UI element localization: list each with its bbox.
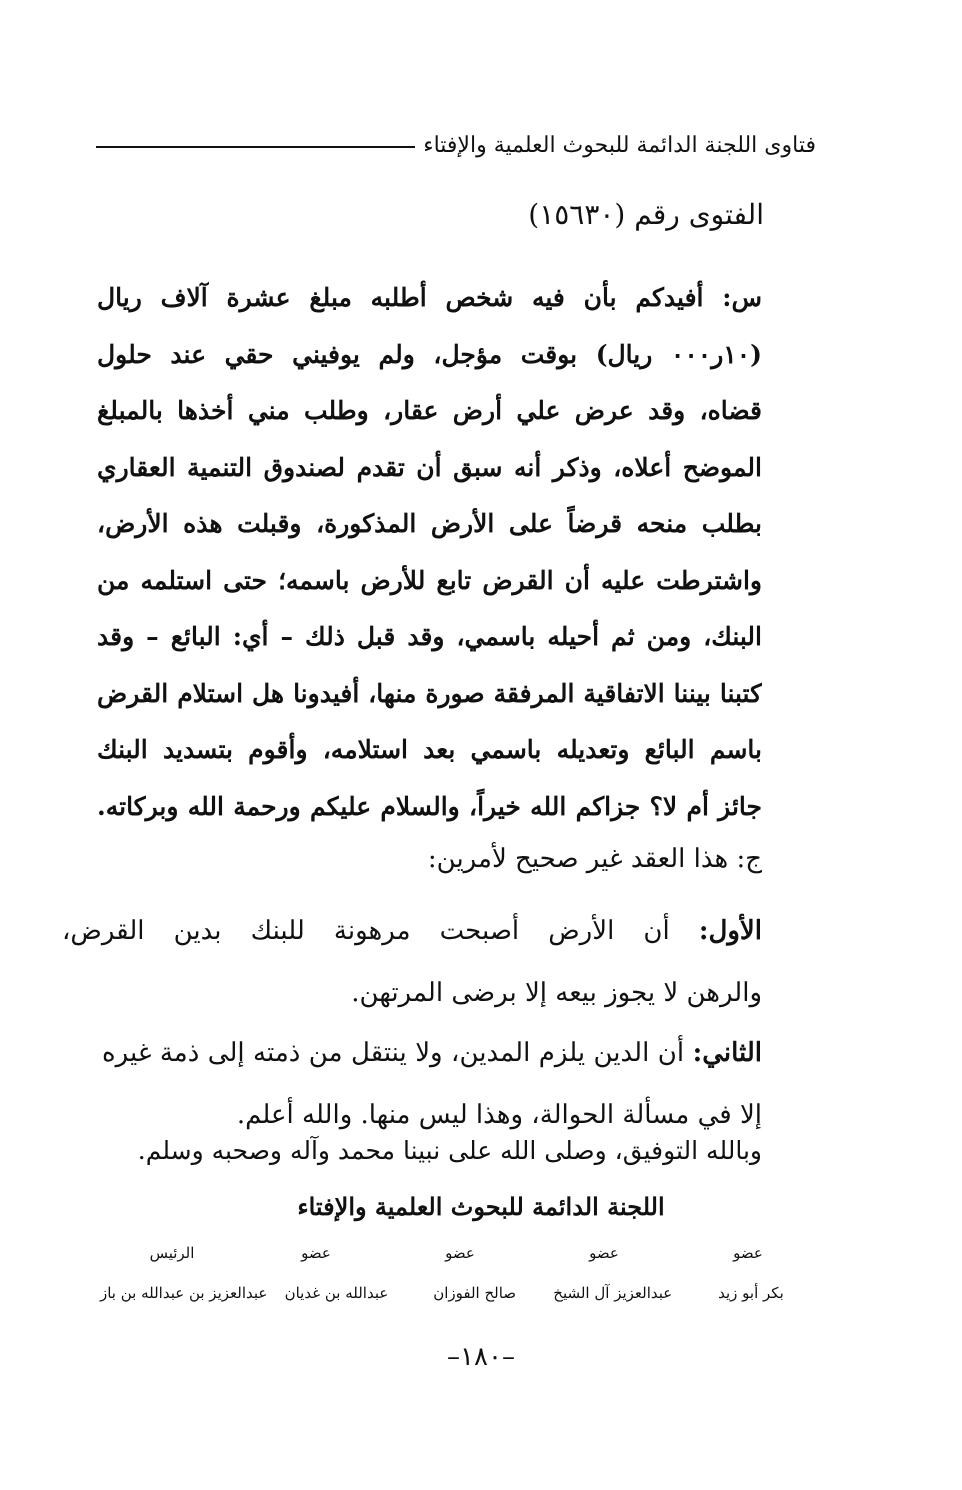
second-reason-line2: إلا في مسألة الحوالة، وهذا ليس منها. والله أعلم. <box>236 1100 762 1130</box>
signatory-name: عبدالعزيز آل الشيخ <box>553 1284 673 1302</box>
signatory-name: عبدالعزيز بن عبدالله بن باز <box>99 1284 268 1302</box>
signatory-name: بكر أبو زيد <box>718 1284 784 1302</box>
question-line: واشترطت عليه أن القرض تابع للأرض باسمه؛ حتى استلمه من <box>97 565 762 595</box>
question-line: كتبنا بيننا الاتفاقية المرفقة صورة منها، أفيدونا هل استلام القرض <box>97 678 762 708</box>
signatory-name: صالح الفوزان <box>433 1284 517 1302</box>
question-line: (١٠ر٠٠٠ ريال) بوقت مؤجل، ولم يوفيني حقي عند حلول <box>97 339 762 369</box>
question-paragraph <box>97 270 762 835</box>
signatory-role: عضو <box>301 1244 331 1262</box>
question-line: جائز أم لا؟ جزاكم الله خيراً، والسلام عليكم ورحمة الله وبركاته. <box>97 791 762 821</box>
question-line: باسم البائع وتعديله باسمي بعد استلامه، وأقوم بتسديد البنك <box>97 735 762 764</box>
second-reason-label: الثاني: <box>692 1038 762 1068</box>
committee-name: اللجنة الدائمة للبحوث العلمية والإفتاء <box>297 1192 665 1221</box>
fatwa-number: الفتوى رقم (١٥٦٣٠) <box>528 198 764 231</box>
signatory-role: عضو <box>733 1244 763 1262</box>
running-header <box>96 118 816 158</box>
second-reason-line <box>102 1022 762 1084</box>
first-reason <box>62 900 762 1024</box>
signatory-name: عبدالله بن غديان <box>284 1284 389 1302</box>
first-reason-line <box>62 900 762 962</box>
first-reason-label: الأول: <box>698 916 762 946</box>
question-line: بطلب منحه قرضاً على الأرض المذكورة، وقبلت هذه الأرض، <box>97 509 762 538</box>
question-line: س: أفيدكم بأن فيه شخص أطلبه مبلغ عشرة آلاف ريال <box>97 283 762 312</box>
question-line: الموضح أعلاه، وذكر أنه سبق أن تقدم لصندوق التنمية العقاري <box>97 452 762 482</box>
question-line: قضاه، وقد عرض علي أرض عقار، وطلب مني أخذها بالمبلغ <box>97 396 762 425</box>
header-rule <box>96 146 415 148</box>
closing-line: وبالله التوفيق، وصلى الله على نبينا محمد وآله وصحبه وسلم. <box>137 1136 762 1165</box>
signatory-roles <box>100 1244 820 1262</box>
first-reason-text: أن الأرض أصبحت مرهونة للبنك بدين القرض، <box>62 916 670 946</box>
second-reason-text: أن الدين يلزم المدين، ولا ينتقل من ذمته إلى ذمة غيره <box>102 1038 685 1068</box>
second-reason <box>102 1022 762 1146</box>
signatory-role: عضو <box>445 1244 475 1262</box>
page-number: –١٨٠– <box>447 1342 515 1372</box>
question-line: البنك، ومن ثم أحيله باسمي، وقد قبل ذلك – أي: البائع – وقد <box>97 622 762 651</box>
header-title: فتاوى اللجنة الدائمة للبحوث العلمية والإفتاء <box>423 133 816 158</box>
first-reason-line2: والرهن لا يجوز بيعه إلا برضى المرتهن. <box>351 978 762 1008</box>
signatory-names <box>100 1284 820 1302</box>
signatory-role: عضو <box>589 1244 619 1262</box>
signatory-role: الرئيس <box>149 1244 195 1262</box>
answer-heading: ج: هذا العقد غير صحيح لأمرين: <box>427 844 762 874</box>
